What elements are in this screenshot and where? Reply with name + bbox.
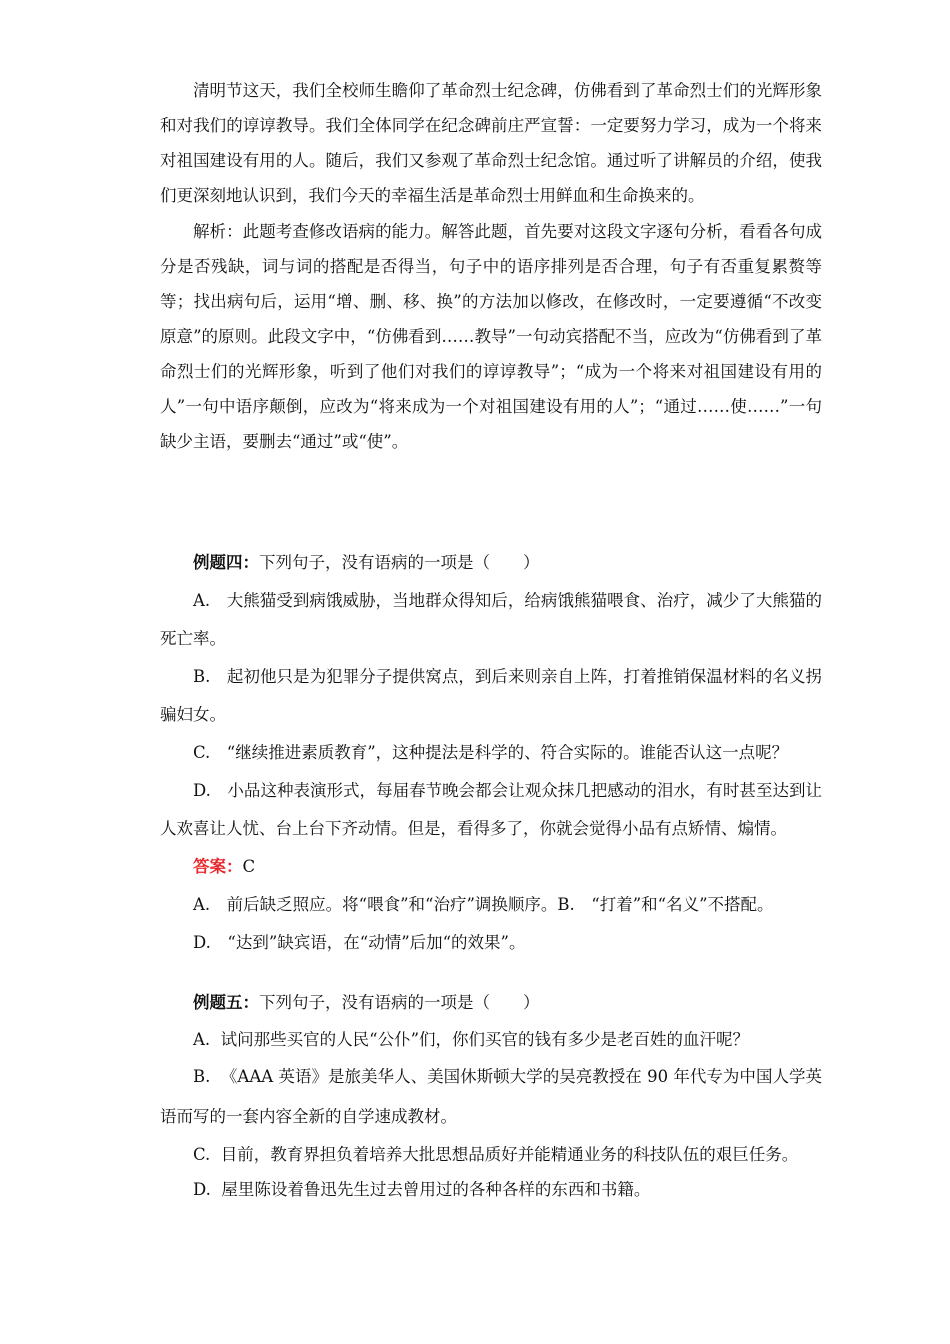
answer-label: 答案： (193, 857, 243, 876)
example-four-option-b: B. 起初他只是为犯罪分子提供窝点，到后来则亲自上阵，打着推销保温材料的名义拐骗妇女。 (160, 667, 822, 724)
example-four-heading (160, 544, 822, 582)
example-five-option-d: D. 屋里陈设着鲁迅先生过去曾用过的各种各样的东西和书籍。 (193, 1180, 651, 1199)
example-four-label: 例题四： (193, 553, 259, 572)
example-five-question: 下列句子，没有语病的一项是（ ） (259, 993, 540, 1012)
example-five-option-b: B. 《AAA 英语》是旅美华人、美国休斯顿大学的吴亮教授在 90 年代专为中国人学英语而写的一套内容全新的自学速成教材。 (160, 1067, 822, 1126)
example-five-option-c: C. 目前，教育界担负着培养大批思想品质好并能精通业务的科技队伍的艰巨任务。 (193, 1145, 799, 1164)
example-four-answer (160, 848, 822, 886)
example-five-option-a: A. 试问那些买官的人民“公仆”们，你们买官的钱有多少是老百姓的血汗呢？ (193, 1030, 750, 1049)
example-five-label: 例题五： (193, 993, 259, 1012)
example-five-heading (160, 984, 822, 1022)
example-four-explanation-1: A. 前后缺乏照应。将“喂食”和“治疗”调换顺序。B. “打着”和“名义”不搭配。 (193, 895, 774, 914)
example-four-section (160, 544, 822, 962)
intro-section (160, 73, 822, 459)
answer-value: C (242, 857, 256, 876)
example-five-section (160, 984, 822, 1207)
example-four-option-c: C. “继续推进素质教育”，这种提法是科学的、符合实际的。谁能否认这一点呢？ (193, 743, 789, 762)
example-four-option-a: A. 大熊猫受到病饿威胁，当地群众得知后，给病饿熊猫喂食、治疗，减少了大熊猫的死亡率。 (160, 591, 822, 648)
example-four-option-d: D. 小品这种表演形式，每届春节晚会都会让观众抹几把感动的泪水，有时甚至达到让人欢喜让人忧、台上台下齐动情。但是，看得多了，你就会觉得小品有点矫情、煽情。 (160, 781, 822, 838)
passage-paragraph: 清明节这天，我们全校师生瞻仰了革命烈士纪念碑，仿佛看到了革命烈士们的光辉形象和对我们的谆谆教导。我们全体同学在纪念碑前庄严宣誓：一定要努力学习，成为一个将来对祖国建设有用的人。随后，我们又参观了革命烈士纪念馆。通过听了讲解员的介绍，使我们更深刻地认识到，我们今天的幸福生活是革命烈士用鲜血和生命换来的。 (160, 81, 822, 205)
example-four-question: 下列句子，没有语病的一项是（ ） (259, 553, 540, 572)
example-four-explanation-2: D. “达到”缺宾语，在“动情”后加“的效果”。 (193, 933, 526, 952)
analysis-paragraph: 解析：此题考查修改语病的能力。解答此题，首先要对这段文字逐句分析，看看各句成分是否残缺，词与词的搭配是否得当，句子中的语序排列是否合理，句子有否重复累赘等等；找出病句后，运用“增、删、移、换”的方法加以修改，在修改时，一定要遵循“不改变原意”的原则。此段文字中，“仿佛看到……教导”一句动宾搭配不当，应改为“仿佛看到了革命烈士们的光辉形象，听到了他们对我们的谆谆教导”；“成为一个将来对祖国建设有用的人”一句中语序颠倒，应改为“将来成为一个对祖国建设有用的人”；“通过……使……”一句缺少主语，要删去“通过”或“使”。 (160, 222, 822, 451)
